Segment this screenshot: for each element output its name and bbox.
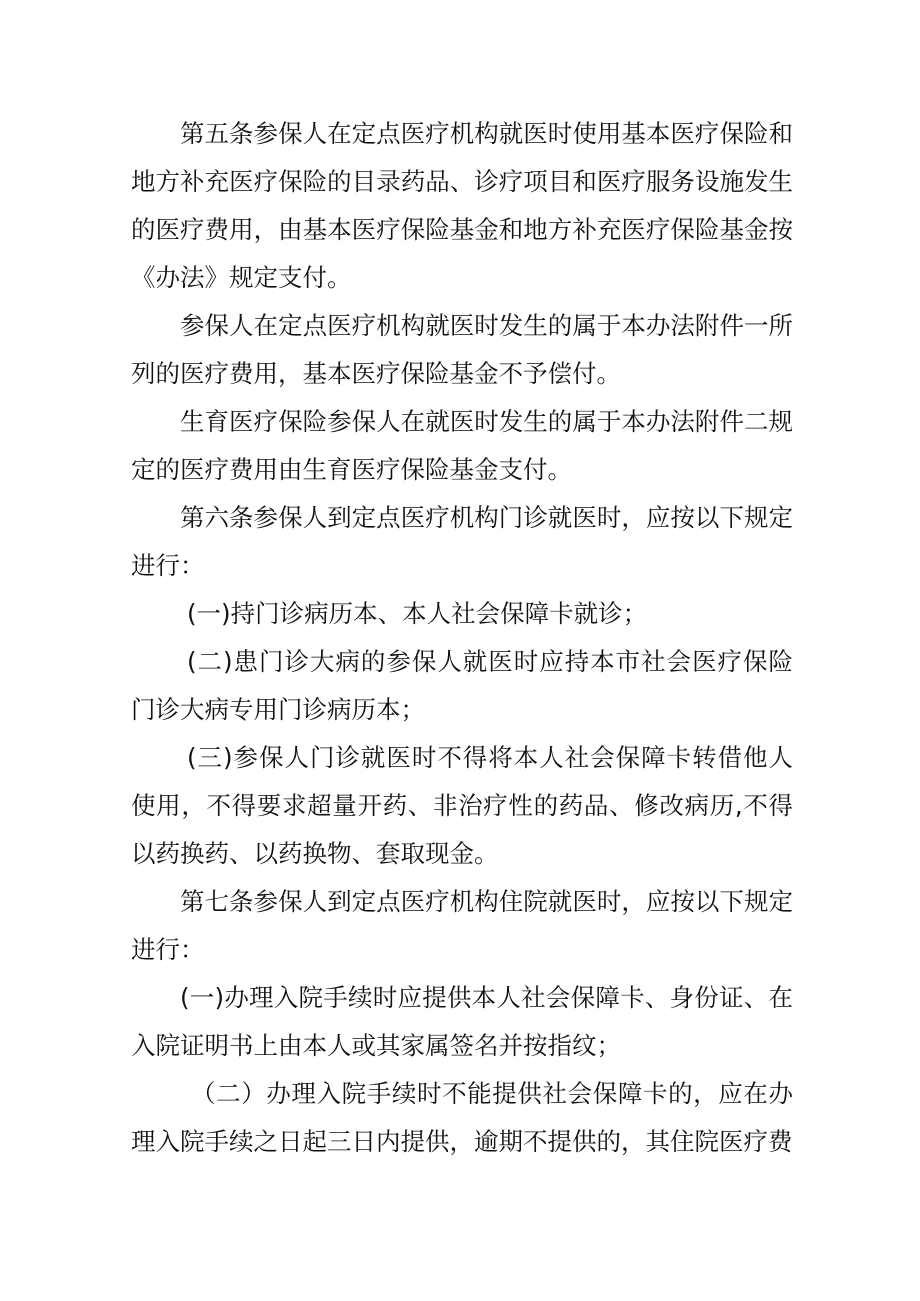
paragraph-article-6-item-2: (二)患门诊大病的参保人就医时应持本市社会医疗保险门诊大病专用门诊病历本； [131,647,793,724]
paragraph-article-7-item-2: （二）办理入院手续时不能提供社会保障卡的，应在办理入院手续之日起三日内提供，逾期不提供的，其住院医疗费 [131,1079,793,1156]
document-body [131,110,793,1166]
paragraph-article-6-item-3: (三)参保人门诊就医时不得将本人社会保障卡转借他人使用，不得要求超量开药、非治疗性的药品、修改病历,不得以药换药、以药换物、套取现金。 [131,743,793,868]
paragraph-attachment-2: 生育医疗保险参保人在就医时发生的属于本办法附件二规定的医疗费用由生育医疗保险基金支付。 [131,407,793,484]
paragraph-article-7: 第七条参保人到定点医疗机构住院就医时，应按以下规定进行： [131,887,793,964]
paragraph-article-5: 第五条参保人在定点医疗机构就医时使用基本医疗保险和地方补充医疗保险的目录药品、诊疗项目和医疗服务设施发生的医疗费用，由基本医疗保险基金和地方补充医疗保险基金按《办法》规定支付。 [131,119,793,292]
paragraph-attachment-1: 参保人在定点医疗机构就医时发生的属于本办法附件一所列的医疗费用，基本医疗保险基金不予偿付。 [131,311,793,388]
paragraph-article-7-item-1: (一)办理入院手续时应提供本人社会保障卡、身份证、在入院证明书上由本人或其家属签名并按指纹； [131,983,793,1060]
paragraph-article-6-item-1: (一)持门诊病历本、本人社会保障卡就诊； [187,599,648,628]
paragraph-article-6: 第六条参保人到定点医疗机构门诊就医时，应按以下规定进行： [131,503,793,580]
